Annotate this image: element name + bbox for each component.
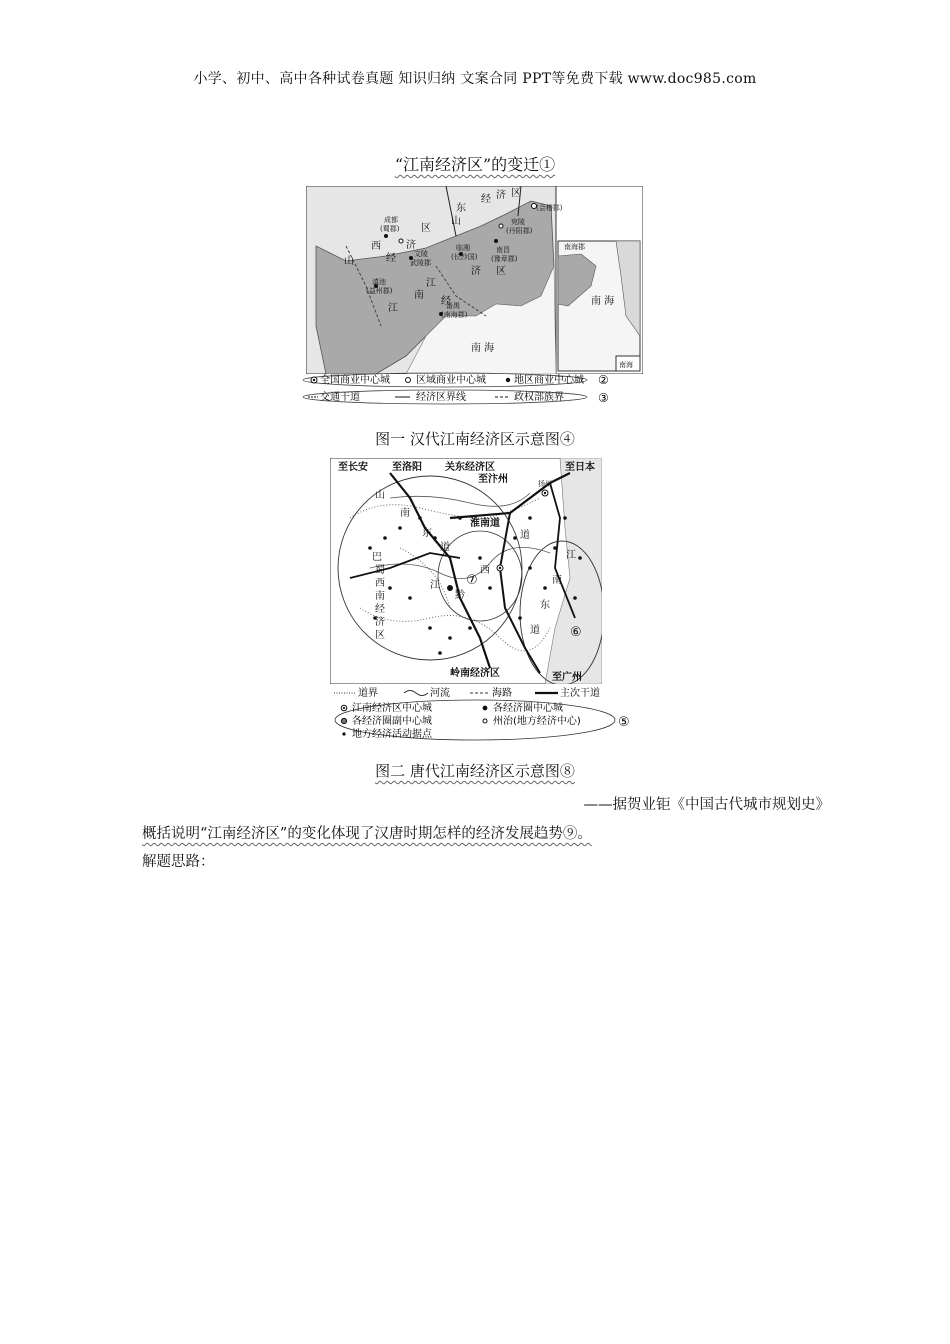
svg-text:扬州: 扬州 [538,480,552,488]
svg-text:番禺: 番禺 [446,302,460,310]
svg-text:区: 区 [511,188,521,199]
svg-text:江: 江 [566,550,576,561]
svg-text:南 海: 南 海 [471,343,495,354]
svg-text:经: 经 [375,604,385,615]
svg-text:河流: 河流 [430,688,450,699]
svg-text:海路: 海路 [492,688,512,699]
svg-text:江: 江 [430,580,440,591]
page-header: 小学、初中、高中各种试卷真题 知识归纳 文案合同 PPT等免费下载 www.doc985.com [193,71,757,87]
svg-text:区: 区 [496,266,506,277]
svg-text:南: 南 [414,290,424,301]
svg-text:济: 济 [375,617,385,628]
svg-text:西: 西 [480,565,490,576]
svg-text:江: 江 [388,303,398,314]
tang-map-legend [330,686,640,746]
svg-text:经: 经 [441,296,451,307]
svg-text:全国商业中心城: 全国商业中心城 [320,375,390,386]
svg-text:济: 济 [471,266,481,277]
svg-text:东: 东 [422,528,432,539]
question-text [142,822,592,843]
svg-text:地方经济活动据点: 地方经济活动据点 [352,729,432,740]
svg-text:州治(地方经济中心): 州治(地方经济中心) [493,716,581,727]
svg-text:至日本: 至日本 [565,462,595,473]
svg-text:蜀: 蜀 [375,565,385,576]
svg-text:江南经济区中心城: 江南经济区中心城 [352,703,432,714]
svg-text:(丹阳郡): (丹阳郡) [506,227,533,235]
han-map [306,186,643,374]
svg-text:至洛阳: 至洛阳 [392,462,422,473]
svg-text:江: 江 [426,278,436,289]
svg-text:至汴州: 至汴州 [478,474,508,485]
svg-text:区域商业中心城: 区域商业中心城 [416,375,486,386]
svg-text:西: 西 [375,578,385,589]
svg-text:主次干道: 主次干道 [560,688,600,699]
svg-text:东: 东 [540,600,550,611]
han-map-legend [300,372,630,406]
svg-text:临湘: 临湘 [456,244,470,252]
svg-text:岭南经济区: 岭南经济区 [450,668,500,679]
svg-text:至长安: 至长安 [338,462,368,473]
svg-text:滇池: 滇池 [372,278,386,286]
svg-text:南昌: 南昌 [496,246,510,254]
svg-text:区: 区 [375,630,385,641]
svg-text:地区商业中心城: 地区商业中心城 [514,375,584,386]
tang-map-caption [0,760,950,781]
svg-text:(蜀郡): (蜀郡) [380,225,400,233]
svg-text:武陵郡: 武陵郡 [410,259,431,267]
svg-text:(益州郡): (益州郡) [366,287,393,295]
svg-text:巴: 巴 [372,552,382,563]
svg-text:宛陵: 宛陵 [511,218,525,226]
source-citation: ——据贺业钜《中国古代城市规划史》 [583,797,830,813]
svg-text:山: 山 [344,256,354,267]
svg-text:至广州: 至广州 [552,672,582,683]
svg-text:各经济圈副中心城: 各经济圈副中心城 [352,716,432,727]
svg-text:⑤: ⑤ [618,715,630,730]
svg-text:文陵: 文陵 [414,250,428,258]
svg-text:②: ② [598,373,609,387]
section-title-text: “江南经济区”的变迁① [394,155,556,174]
svg-text:(南海郡): (南海郡) [441,311,468,319]
answer-label: 解题思路： [142,854,215,870]
svg-text:(豫章郡): (豫章郡) [491,255,518,263]
svg-text:道: 道 [520,530,530,541]
svg-text:南: 南 [552,575,562,586]
svg-text:⑦: ⑦ [466,573,478,588]
svg-text:经: 经 [386,253,396,264]
han-map-caption: 图一 汉代江南经济区示意图④ [375,430,575,448]
svg-text:东: 东 [456,203,466,214]
svg-text:南: 南 [375,591,385,602]
tang-map [330,458,602,684]
svg-text:南 海: 南 海 [591,296,615,307]
svg-text:淮南道: 淮南道 [470,518,500,529]
svg-text:道界: 道界 [358,688,378,699]
svg-text:济: 济 [496,190,506,201]
svg-text:各经济圈中心城: 各经济圈中心城 [493,703,563,714]
svg-text:济: 济 [406,240,416,251]
svg-text:(长沙国): (长沙国) [451,253,478,261]
svg-text:区: 区 [421,223,431,234]
svg-text:关东经济区: 关东经济区 [445,462,495,473]
section-title [0,152,950,175]
svg-text:南海郡: 南海郡 [564,243,585,251]
svg-text:经: 经 [481,194,491,205]
tang-map-caption-text: 图二 唐代江南经济区示意图⑧ [375,762,575,780]
svg-text:交通干道: 交通干道 [320,392,360,403]
svg-text:(会稽郡): (会稽郡) [536,204,563,212]
svg-text:山: 山 [375,490,385,501]
svg-text:⑥: ⑥ [570,625,582,640]
question-content: 概括说明“江南经济区”的变化体现了汉唐时期怎样的经济发展趋势⑨。 [142,826,592,842]
svg-text:黔: 黔 [455,590,465,601]
svg-text:山: 山 [451,216,461,227]
svg-text:道: 道 [440,542,450,553]
svg-text:南海: 南海 [619,361,633,369]
svg-text:③: ③ [598,391,609,405]
svg-text:道: 道 [530,625,540,636]
svg-text:西: 西 [371,241,381,252]
svg-text:政权部族界: 政权部族界 [514,392,564,403]
svg-text:成都: 成都 [384,216,398,224]
svg-text:南: 南 [400,508,410,519]
svg-text:经济区界线: 经济区界线 [416,392,466,403]
